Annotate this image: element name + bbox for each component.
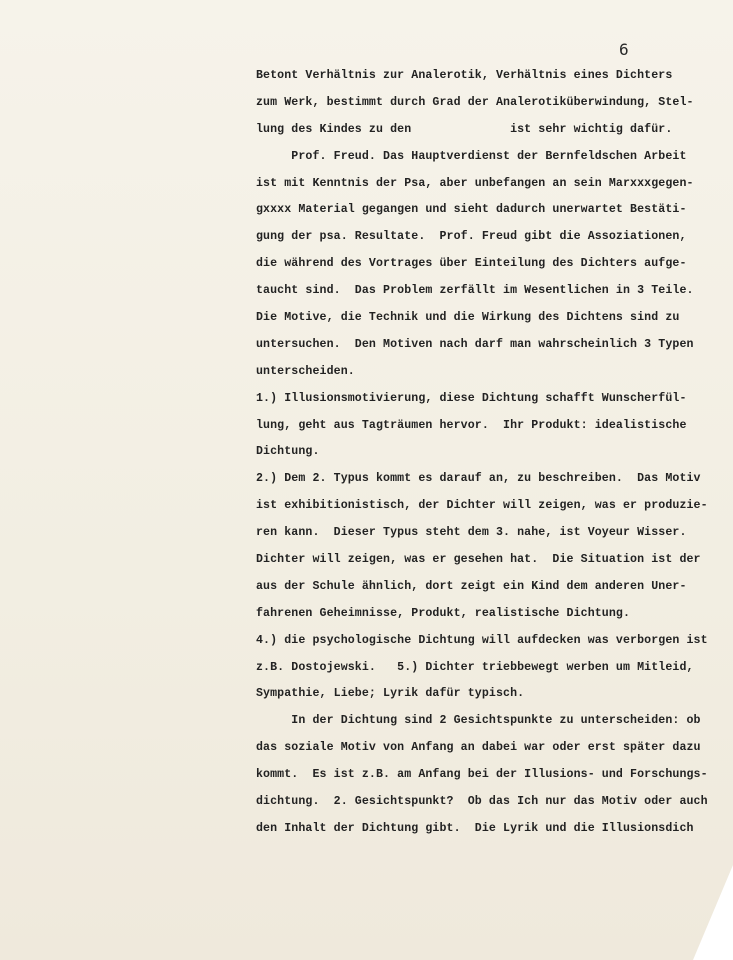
text-line: lung des Kindes zu den ist sehr wichtig dafür.	[256, 122, 673, 136]
text-line: den Inhalt der Dichtung gibt. Die Lyrik und die Illusionsdich	[256, 821, 694, 835]
text-line: die während des Vortrages über Einteilung des Dichters aufge-	[256, 257, 687, 271]
body-text	[256, 63, 726, 843]
text-line: ist mit Kenntnis der Psa, aber unbefangen an sein Marxxxgegen-	[256, 176, 694, 190]
torn-corner	[693, 865, 733, 960]
text-line: 2.) Dem 2. Typus kommt es darauf an, zu beschreiben. Das Motiv	[256, 472, 701, 486]
text-line: Dichter will zeigen, was er gesehen hat. Die Situation ist der	[256, 553, 701, 567]
text-line: gung der psa. Resultate. Prof. Freud gibt die Assoziationen,	[256, 230, 687, 244]
text-line: unterscheiden.	[256, 364, 355, 378]
text-line: fahrenen Geheimnisse, Produkt, realistische Dichtung.	[256, 606, 631, 620]
text-line: ist exhibitionistisch, der Dichter will zeigen, was er produzie-	[256, 499, 708, 513]
text-line: 4.) die psychologische Dichtung will aufdecken was verborgen ist	[256, 633, 708, 647]
text-line: Prof. Freud. Das Hauptverdienst der Bernfeldschen Arbeit	[256, 149, 687, 163]
text-line: Die Motive, die Technik und die Wirkung des Dichtens sind zu	[256, 311, 680, 325]
text-line: das soziale Motiv von Anfang an dabei war oder erst später dazu	[256, 741, 701, 755]
text-line: z.B. Dostojewski. 5.) Dichter triebbewegt werben um Mitleid,	[256, 660, 694, 674]
text-line: gxxxx Material gegangen und sieht dadurch unerwartet Bestäti-	[256, 203, 687, 217]
text-line: lung, geht aus Tagträumen hervor. Ihr Produkt: idealistische	[256, 418, 687, 432]
text-line: taucht sind. Das Problem zerfällt im Wesentlichen in 3 Teile.	[256, 284, 694, 298]
text-line: Dichtung.	[256, 445, 320, 459]
text-line: kommt. Es ist z.B. am Anfang bei der Illusions- und Forschungs-	[256, 768, 708, 782]
text-line: zum Werk, bestimmt durch Grad der Analerotiküberwindung, Stel-	[256, 95, 694, 109]
text-line: untersuchen. Den Motiven nach darf man wahrscheinlich 3 Typen	[256, 337, 694, 351]
text-line: Betont Verhältnis zur Analerotik, Verhältnis eines Dichters	[256, 69, 673, 82]
text-line: In der Dichtung sind 2 Gesichtspunkte zu unterscheiden: ob	[256, 714, 701, 728]
text-line: 1.) Illusionsmotivierung, diese Dichtung schafft Wunscherfül-	[256, 391, 687, 405]
text-line: aus der Schule ähnlich, dort zeigt ein Kind dem anderen Uner-	[256, 579, 687, 593]
text-line: Sympathie, Liebe; Lyrik dafür typisch.	[256, 687, 525, 701]
text-line: ren kann. Dieser Typus steht dem 3. nahe, ist Voyeur Wisser.	[256, 526, 687, 540]
text-line: dichtung. 2. Gesichtspunkt? Ob das Ich nur das Motiv oder auch	[256, 795, 708, 809]
page-number: 6	[619, 40, 629, 59]
